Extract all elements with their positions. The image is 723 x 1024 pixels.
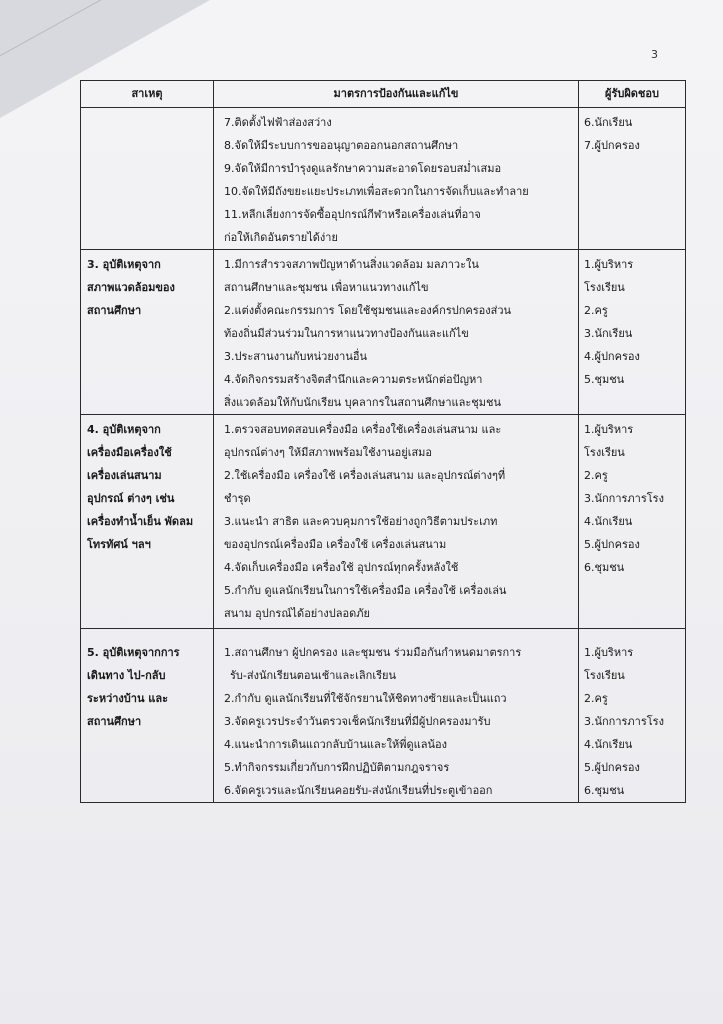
responsible-cell-line: โรงเรียน: [584, 446, 625, 459]
cause-cell-line: 5. อุบัติเหตุจากการ: [87, 646, 180, 659]
responsible-cell-line: 1.ผู้บริหาร: [584, 646, 634, 659]
cause-cell-line: อุปกรณ์ ต่างๆ เช่น: [87, 492, 175, 505]
responsible-cell: [579, 250, 686, 415]
cause-cell-line: 3. อุบัติเหตุจาก: [87, 258, 161, 271]
responsible-cell-line: 6.ชุมชน: [584, 784, 625, 797]
measures-cell-line: 5.ทำกิจกรรมเกี่ยวกับการฝึกปฏิบัติตามกฎจราจร: [224, 761, 450, 774]
measures-cell-line: 9.จัดให้มีการบำรุงดูแลรักษาความสะอาดโดยรอบสม่ำเสมอ: [224, 162, 502, 175]
measures-cell-line: ของอุปกรณ์เครื่องมือ เครื่องใช้ เครื่องเล่นสนาม: [224, 538, 447, 551]
measures-cell-line: 3.แนะนำ สาธิต และควบคุมการใช้อย่างถูกวิธีตามประเภท: [224, 515, 498, 528]
cause-cell-line: เครื่องมือเครื่องใช้: [87, 446, 172, 459]
measures-cell-line: 6.จัดครูเวรและนักเรียนคอยรับ-ส่งนักเรียนที่ประตูเข้าออก: [224, 784, 493, 797]
measures-cell-line: 1.ตรวจสอบทดสอบเครื่องมือ เครื่องใช้เครื่องเล่นสนาม และ: [224, 423, 502, 436]
measures-cell-line: 4.จัดเก็บเครื่องมือ เครื่องใช้ อุปกรณ์ทุกครั้งหลังใช้: [224, 561, 459, 574]
cause-cell-line: โทรทัศน์ ฯลฯ: [87, 538, 151, 551]
measures-cell-line: 11.หลีกเลี่ยงการจัดซื้ออุปกรณ์กีฬาหรือเครื่องเล่นที่อาจ: [224, 208, 481, 221]
measures-cell-line: 4.จัดกิจกรรมสร้างจิตสำนึกและความตระหนักต่อปัญหา: [224, 373, 483, 386]
table-row: [81, 250, 686, 415]
measures-cell-line: สถานศึกษาและชุมชน เพื่อหาแนวทางแก้ไข: [224, 281, 429, 294]
responsible-cell-line: 1.ผู้บริหาร: [584, 258, 634, 271]
responsible-cell: [579, 629, 686, 803]
responsible-cell-line: 4.ผู้ปกครอง: [584, 350, 640, 363]
responsible-cell: [579, 108, 686, 250]
responsible-cell-line: 5.ผู้ปกครอง: [584, 761, 640, 774]
responsible-cell-line: 5.ชุมชน: [584, 373, 625, 386]
measures-cell-line: 5.กำกับ ดูแลนักเรียนในการใช้เครื่องมือ เครื่องใช้ เครื่องเล่น: [224, 584, 507, 597]
prevention-measures-table: [80, 80, 686, 803]
cause-cell-line: เครื่องเล่นสนาม: [87, 469, 162, 482]
responsible-cell: [579, 415, 686, 629]
measures-cell-line: ก่อให้เกิดอันตรายได้ง่าย: [224, 231, 338, 244]
table-header-row: [81, 81, 686, 108]
measures-cell: [214, 629, 579, 803]
cause-cell-line: สถานศึกษา: [87, 715, 142, 728]
responsible-cell-line: 2.ครู: [584, 304, 608, 317]
measures-cell-line: รับ-ส่งนักเรียนตอนเช้าและเลิกเรียน: [230, 669, 396, 682]
responsible-cell-line: 7.ผู้ปกครอง: [584, 139, 640, 152]
header-measures: มาตรการป้องกันและแก้ไข: [214, 81, 579, 108]
table-row: [81, 108, 686, 250]
cause-cell: [81, 629, 214, 803]
cause-cell: [81, 415, 214, 629]
table-row: [81, 629, 686, 803]
cause-cell-line: 4. อุบัติเหตุจาก: [87, 423, 161, 436]
cause-cell-line: ระหว่างบ้าน และ: [87, 692, 169, 705]
cause-cell-line: สภาพแวดล้อมของ: [87, 281, 175, 294]
measures-cell-line: ชำรุด: [224, 492, 251, 505]
measures-cell-line: 3.จัดครูเวรประจำวันตรวจเช็คนักเรียนที่มีผู้ปกครองมารับ: [224, 715, 491, 728]
responsible-cell-line: 6.ชุมชน: [584, 561, 625, 574]
responsible-cell-line: 2.ครู: [584, 469, 608, 482]
cause-cell: [81, 250, 214, 415]
cause-cell-line: สถานศึกษา: [87, 304, 142, 317]
responsible-cell-line: 4.นักเรียน: [584, 738, 633, 751]
measures-cell-line: ท้องถิ่นมีส่วนร่วมในการหาแนวทางป้องกันและแก้ไข: [224, 327, 469, 340]
table-row: [81, 415, 686, 629]
measures-cell-line: 2.ใช้เครื่องมือ เครื่องใช้ เครื่องเล่นสนาม และอุปกรณ์ต่างๆที่: [224, 469, 506, 482]
responsible-cell-line: 6.นักเรียน: [584, 116, 633, 129]
measures-cell: [214, 415, 579, 629]
cause-cell-line: เครื่องทำน้ำเย็น พัดลม: [87, 515, 194, 528]
measures-cell-line: 10.จัดให้มีถังขยะแยะประเภทเพื่อสะดวกในการจัดเก็บและทำลาย: [224, 185, 529, 198]
measures-cell-line: อุปกรณ์ต่างๆ ให้มีสภาพพร้อมใช้งานอยู่เสมอ: [224, 446, 433, 459]
measures-cell-line: 1.สถานศึกษา ผู้ปกครอง และชุมชน ร่วมมือกันกำหนดมาตรการ: [224, 646, 522, 659]
measures-cell-line: 8.จัดให้มีระบบการขออนุญาตออกนอกสถานศึกษา: [224, 139, 459, 152]
responsible-cell-line: 5.ผู้ปกครอง: [584, 538, 640, 551]
measures-cell-line: 3.ประสานงานกับหน่วยงานอื่น: [224, 350, 367, 363]
header-responsible: ผู้รับผิดชอบ: [579, 81, 686, 108]
responsible-cell-line: 3.นักการภารโรง: [584, 492, 664, 505]
cause-cell-line: เดินทาง ไป-กลับ: [87, 669, 166, 682]
responsible-cell-line: โรงเรียน: [584, 669, 625, 682]
responsible-cell-line: โรงเรียน: [584, 281, 625, 294]
page-number: 3: [651, 48, 658, 61]
responsible-cell-line: 3.นักการภารโรง: [584, 715, 664, 728]
measures-cell-line: 2.กำกับ ดูแลนักเรียนที่ใช้จักรยานให้ชิดทางซ้ายและเป็นแถว: [224, 692, 507, 705]
measures-cell: [214, 250, 579, 415]
responsible-cell-line: 4.นักเรียน: [584, 515, 633, 528]
measures-cell: [214, 108, 579, 250]
cause-cell: [81, 108, 214, 250]
measures-cell-line: 2.แต่งตั้งคณะกรรมการ โดยใช้ชุมชนและองค์กรปกครองส่วน: [224, 304, 512, 317]
responsible-cell-line: 1.ผู้บริหาร: [584, 423, 634, 436]
responsible-cell-line: 2.ครู: [584, 692, 608, 705]
responsible-cell-line: 3.นักเรียน: [584, 327, 633, 340]
measures-cell-line: 4.แนะนำการเดินแถวกลับบ้านและให้พี่ดูแลน้อง: [224, 738, 447, 751]
measures-cell-line: 7.ติดตั้งไฟฟ้าส่องสว่าง: [224, 116, 332, 129]
measures-cell-line: สิ่งแวดล้อมให้กับนักเรียน บุคลากรในสถานศึกษาและชุมชน: [224, 396, 501, 409]
measures-cell-line: สนาม อุปกรณ์ได้อย่างปลอดภัย: [224, 607, 370, 620]
header-cause: สาเหตุ: [81, 81, 214, 108]
measures-cell-line: 1.มีการสำรวจสภาพปัญหาด้านสิ่งแวดล้อม มลภาวะใน: [224, 258, 479, 271]
